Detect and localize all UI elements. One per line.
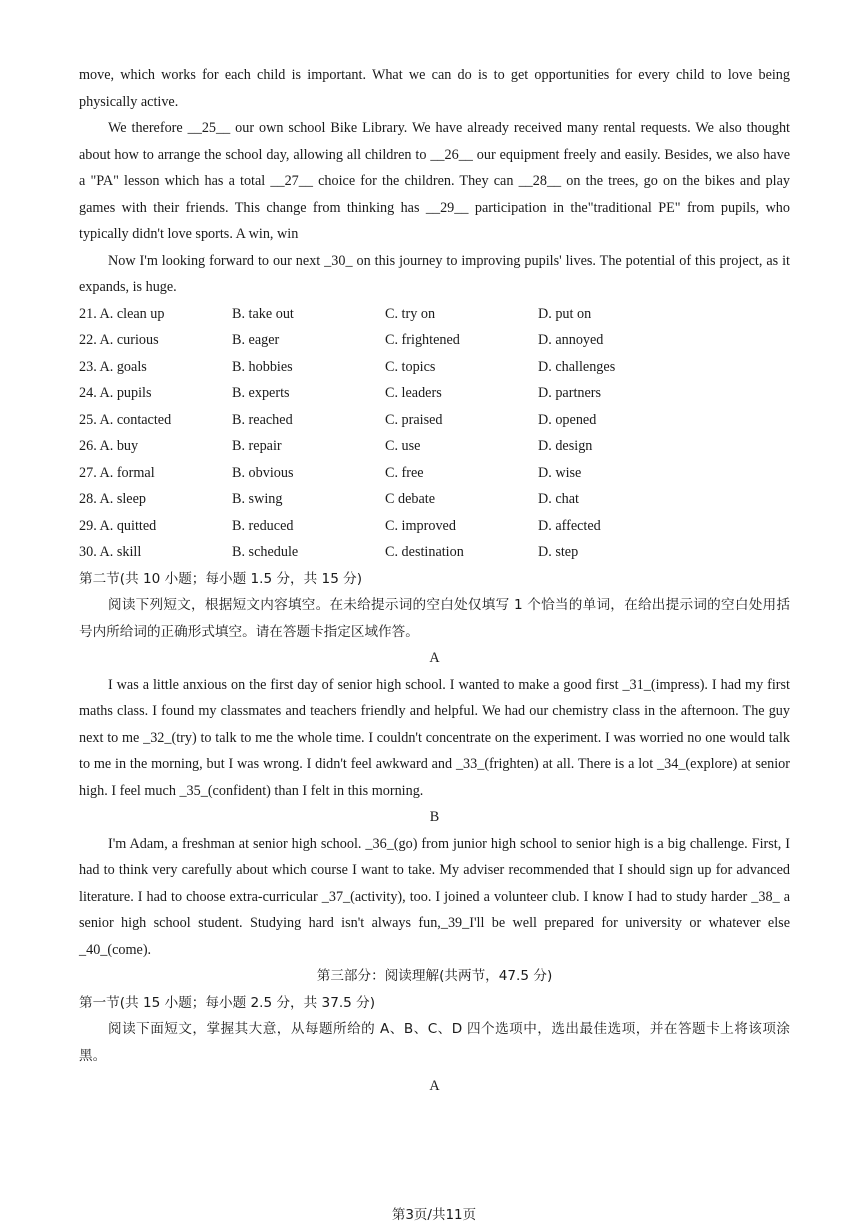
cloze-passage-a: I was a little anxious on the first day of senior high school. I wanted to make a good first _31_(impress). I had my first maths class. I found my classmates and teachers friendly and helpful. We had our chemistry class in the afternoon. The guy next to me _32_(try) to talk to me the whole time. I couldn't concentrate on the experiment. I was worried no one would talk to me in the morning, but I was wrong. I didn't feel awkward and _33_(frighten) at all. There is a lot _34_(explore) at senior high. I feel much _35_(confident) than I felt in this morning. bbox=[79, 676, 790, 799]
option-d: D. opened bbox=[538, 411, 597, 428]
option-a: 27. A. formal bbox=[79, 464, 155, 481]
passage-label: B bbox=[429, 809, 440, 825]
cloze-passage-b: I'm Adam, a freshman at senior high school. _36_(go) from junior high school to senior high is a big challenge. First, I had to think very carefully about which course I want to take. My adviser recommended that I should sign up for advanced literature. I had to choose extra-curricular _37_(activity), too. I joined a volunteer club. I know I had to study harder _38_ a senior high school student. Studying hard isn't always fun,_39_I'll be well prepared for university or whatever else _40_(come). bbox=[79, 835, 790, 958]
option-b: B. take out bbox=[232, 305, 294, 322]
section-instructions: 阅读下面短文，掌握其大意，从每题所给的 A、B、C、D 四个选项中，选出最佳选项，并在答题卡上将该项涂黑。 bbox=[79, 1021, 790, 1064]
option-c: C. try on bbox=[385, 305, 436, 322]
page-number: 第3页/共11页 bbox=[391, 1207, 477, 1223]
option-c: C. improved bbox=[385, 517, 456, 534]
option-b: B. hobbies bbox=[232, 358, 293, 375]
option-d: D. affected bbox=[538, 517, 601, 534]
answer-options bbox=[79, 301, 790, 566]
option-a: 22. A. curious bbox=[79, 332, 159, 348]
document-page bbox=[79, 62, 790, 1100]
passage-paragraph: We therefore __25__ our own school Bike Library. We have already received many rental requests. We also thought about how to arrange the school day, allowing all children to __26__ our equipment freely and easily. Besides, we also have a "PA" lesson which has a total __27__ choice for the children. They can __28__ on the trees, go on the bikes and play games with their friends. This change from thinking has __29__ participation in the"traditional PE" from pupils, who typically didn't love sports. A win, win bbox=[79, 120, 790, 242]
option-c: C. use bbox=[385, 438, 421, 454]
section-heading: 第一节(共 15 小题；每小题 2.5 分，共 37.5 分) bbox=[79, 994, 376, 1011]
option-b: B. experts bbox=[232, 385, 290, 401]
option-b: B. swing bbox=[232, 491, 283, 507]
question-options-29 bbox=[79, 513, 790, 540]
option-d: D. put on bbox=[538, 305, 592, 322]
option-c: C. destination bbox=[385, 544, 464, 560]
option-c: C. leaders bbox=[385, 385, 442, 401]
option-b: B. reduced bbox=[232, 517, 294, 534]
question-options-23 bbox=[79, 354, 790, 381]
question-options-27 bbox=[79, 460, 790, 487]
option-c: C. topics bbox=[385, 358, 436, 375]
option-b: B. reached bbox=[232, 411, 293, 428]
option-a: 26. A. buy bbox=[79, 438, 139, 454]
option-c: C. frightened bbox=[385, 332, 460, 348]
option-c: C. free bbox=[385, 464, 424, 481]
option-c: C debate bbox=[385, 491, 436, 507]
passage-label: A bbox=[429, 1078, 440, 1094]
question-options-25 bbox=[79, 407, 790, 434]
part-heading: 第三部分：阅读理解(共两节，47.5 分) bbox=[316, 968, 553, 984]
section-heading: 第二节(共 10 小题；每小题 1.5 分，共 15 分) bbox=[79, 570, 363, 587]
option-a: 30. A. skill bbox=[79, 544, 142, 560]
option-b: B. schedule bbox=[232, 544, 299, 560]
option-d: D. challenges bbox=[538, 358, 616, 375]
option-a: 28. A. sleep bbox=[79, 491, 146, 507]
option-b: B. repair bbox=[232, 438, 282, 454]
section-instructions: 阅读下列短文，根据短文内容填空。在未给提示词的空白处仅填写 1 个恰当的单词，在给出提示词的空白处用括号内所给词的正确形式填空。请在答题卡指定区域作答。 bbox=[79, 597, 790, 640]
option-d: D. annoyed bbox=[538, 332, 604, 348]
question-options-28 bbox=[79, 486, 790, 513]
option-a: 21. A. clean up bbox=[79, 305, 165, 322]
option-d: D. chat bbox=[538, 491, 579, 507]
question-options-24 bbox=[79, 380, 790, 407]
option-d: D. step bbox=[538, 544, 579, 560]
option-b: B. eager bbox=[232, 332, 280, 348]
option-b: B. obvious bbox=[232, 464, 294, 481]
option-a: 23. A. goals bbox=[79, 358, 147, 375]
option-d: D. wise bbox=[538, 464, 582, 481]
passage-paragraph: move, which works for each child is important. What we can do is to get opportunities for every child to love being physically active. bbox=[79, 67, 790, 110]
passage-label: A bbox=[429, 650, 440, 666]
question-options-30 bbox=[79, 539, 790, 566]
question-options-26 bbox=[79, 433, 790, 460]
question-options-22 bbox=[79, 327, 790, 354]
option-d: D. design bbox=[538, 438, 593, 454]
question-options-21 bbox=[79, 301, 790, 328]
option-a: 24. A. pupils bbox=[79, 385, 152, 401]
passage-paragraph: Now I'm looking forward to our next _30_ on this journey to improving pupils' lives. The potential of this project, as it expands, is huge. bbox=[79, 252, 790, 295]
option-c: C. praised bbox=[385, 411, 443, 428]
option-a: 29. A. quitted bbox=[79, 517, 157, 534]
option-a: 25. A. contacted bbox=[79, 411, 172, 428]
option-d: D. partners bbox=[538, 385, 602, 401]
